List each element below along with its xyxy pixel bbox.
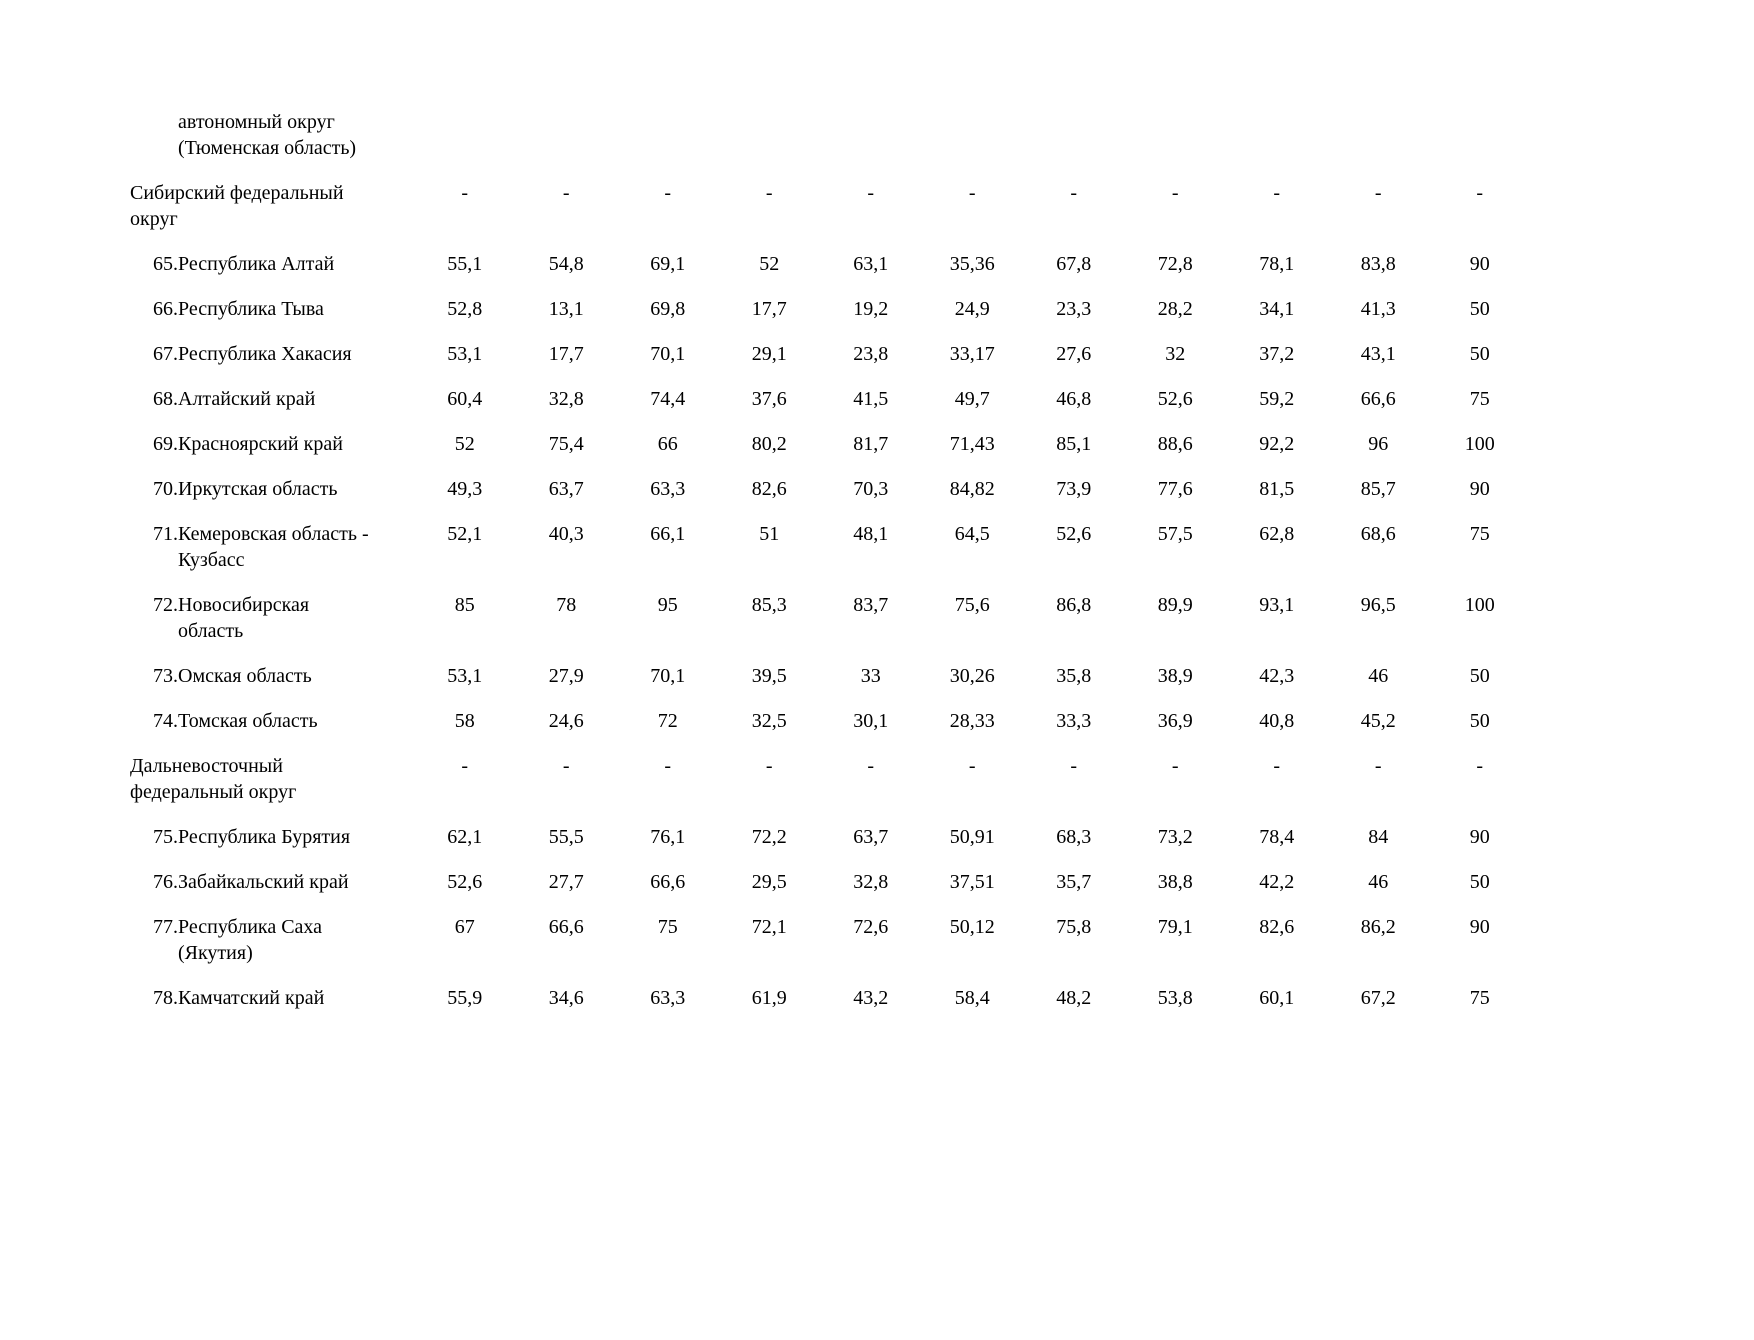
value-cell: 66,6: [650, 871, 686, 893]
table-row: [130, 699, 1531, 744]
value-cell: 55,5: [548, 826, 584, 848]
value-cell: 49,7: [954, 388, 990, 410]
value-cell: 63,7: [853, 826, 889, 848]
value-cell: 24,6: [548, 710, 584, 732]
value-cell: [1328, 100, 1430, 171]
value-cell: 83,8: [1360, 253, 1396, 275]
region-name-cell: Республика Тыва: [178, 298, 324, 320]
value-cell: 62,8: [1259, 523, 1295, 545]
value-cell: [1125, 100, 1227, 171]
value-cell: 45,2: [1360, 710, 1396, 732]
region-name-cell: Омская область: [178, 665, 312, 687]
value-cell: 52,6: [447, 871, 483, 893]
value-cell: 75,6: [954, 594, 990, 616]
value-cell: 33,17: [949, 343, 995, 365]
value-cell: 39,5: [751, 665, 787, 687]
value-cell: 28,2: [1157, 298, 1193, 320]
value-cell: 34,6: [548, 987, 584, 1009]
table-row: [130, 467, 1531, 512]
value-cell: 52,6: [1056, 523, 1092, 545]
region-name-cell: Республика Хакасия: [178, 343, 352, 365]
value-cell: 60,4: [447, 388, 483, 410]
value-cell: 85,7: [1360, 478, 1396, 500]
value-cell: -: [968, 755, 976, 777]
value-cell: -: [765, 755, 773, 777]
row-number-cell: 65.: [153, 253, 178, 275]
value-cell: 53,1: [447, 343, 483, 365]
table-row: [130, 287, 1531, 332]
row-number-cell: 68.: [153, 388, 178, 410]
value-cell: 75: [1469, 523, 1490, 545]
value-cell: 37,6: [751, 388, 787, 410]
value-cell: -: [562, 182, 570, 204]
value-cell: 62,1: [447, 826, 483, 848]
value-cell: 55,1: [447, 253, 483, 275]
region-name-cell: Республика Алтай: [178, 253, 335, 275]
value-cell: 54,8: [548, 253, 584, 275]
value-cell: 40,8: [1259, 710, 1295, 732]
value-cell: 46: [1368, 665, 1389, 687]
value-cell: 78: [556, 594, 577, 616]
value-cell: 88,6: [1157, 433, 1193, 455]
value-cell: 66: [657, 433, 678, 455]
value-cell: 52: [759, 253, 780, 275]
value-cell: 75,8: [1056, 916, 1092, 938]
value-cell: 79,1: [1157, 916, 1193, 938]
value-cell: 50: [1469, 871, 1490, 893]
value-cell: 67,8: [1056, 253, 1092, 275]
value-cell: 72,2: [751, 826, 787, 848]
value-cell: 24,9: [954, 298, 990, 320]
table-row: [130, 242, 1531, 287]
table-row: [130, 654, 1531, 699]
value-cell: 19,2: [853, 298, 889, 320]
value-cell: 70,3: [853, 478, 889, 500]
value-cell: [719, 100, 821, 171]
value-cell: 32,8: [548, 388, 584, 410]
value-cell: -: [562, 755, 570, 777]
value-cell: 69,8: [650, 298, 686, 320]
value-cell: [414, 100, 516, 171]
row-number-cell: 73.: [153, 665, 178, 687]
value-cell: 58: [454, 710, 475, 732]
value-cell: 83,7: [853, 594, 889, 616]
value-cell: 100: [1464, 433, 1495, 455]
value-cell: 49,3: [447, 478, 483, 500]
value-cell: 71,43: [949, 433, 995, 455]
region-name-cell: Новосибирская область: [178, 594, 310, 642]
value-cell: -: [1374, 755, 1382, 777]
row-number-cell: 69.: [153, 433, 178, 455]
table-row: [130, 860, 1531, 905]
value-cell: 32,8: [853, 871, 889, 893]
row-number-cell: 71.: [153, 523, 178, 545]
value-cell: 27,7: [548, 871, 584, 893]
value-cell: 85,1: [1056, 433, 1092, 455]
value-cell: 66,6: [1360, 388, 1396, 410]
value-cell: 50: [1469, 665, 1490, 687]
value-cell: 46,8: [1056, 388, 1092, 410]
value-cell: 59,2: [1259, 388, 1295, 410]
value-cell: 67,2: [1360, 987, 1396, 1009]
value-cell: 27,9: [548, 665, 584, 687]
value-cell: 61,9: [751, 987, 787, 1009]
value-cell: 37,51: [949, 871, 995, 893]
value-cell: 40,3: [548, 523, 584, 545]
value-cell: 35,7: [1056, 871, 1092, 893]
value-cell: 30,1: [853, 710, 889, 732]
region-name-cell: Алтайский край: [178, 388, 316, 410]
value-cell: 69,1: [650, 253, 686, 275]
value-cell: 41,3: [1360, 298, 1396, 320]
value-cell: 72: [657, 710, 678, 732]
value-cell: [617, 100, 719, 171]
value-cell: 96: [1368, 433, 1389, 455]
value-cell: -: [1374, 182, 1382, 204]
table-row: [130, 100, 1531, 171]
table-row: [130, 171, 1531, 242]
value-cell: -: [867, 182, 875, 204]
document-page: [0, 100, 1754, 1340]
table-row: [130, 422, 1531, 467]
value-cell: -: [664, 182, 672, 204]
table-row: [130, 377, 1531, 422]
value-cell: -: [765, 182, 773, 204]
row-number-cell: 78.: [153, 987, 178, 1009]
value-cell: -: [1070, 182, 1078, 204]
value-cell: 86,2: [1360, 916, 1396, 938]
value-cell: 63,1: [853, 253, 889, 275]
value-cell: 52,6: [1157, 388, 1193, 410]
value-cell: 13,1: [548, 298, 584, 320]
value-cell: [1226, 100, 1328, 171]
value-cell: 82,6: [1259, 916, 1295, 938]
value-cell: 93,1: [1259, 594, 1295, 616]
value-cell: 72,6: [853, 916, 889, 938]
region-name-cell: Камчатский край: [178, 987, 325, 1009]
value-cell: 82,6: [751, 478, 787, 500]
value-cell: 51: [759, 523, 780, 545]
value-cell: 58,4: [954, 987, 990, 1009]
row-number-cell: [130, 100, 178, 171]
value-cell: 92,2: [1259, 433, 1295, 455]
value-cell: -: [664, 755, 672, 777]
value-cell: -: [1171, 755, 1179, 777]
value-cell: -: [1070, 755, 1078, 777]
value-cell: 84: [1368, 826, 1389, 848]
value-cell: 84,82: [949, 478, 995, 500]
table-row: [130, 583, 1531, 654]
region-name-cell: автономный округ (Тюменская область): [178, 111, 357, 159]
row-number-cell: 66.: [153, 298, 178, 320]
row-number-cell: 77.: [153, 916, 178, 938]
row-number-cell: 67.: [153, 343, 178, 365]
table-row: [130, 744, 1531, 815]
value-cell: 17,7: [751, 298, 787, 320]
value-cell: 50: [1469, 298, 1490, 320]
value-cell: 100: [1464, 594, 1495, 616]
value-cell: -: [1476, 755, 1484, 777]
value-cell: -: [1476, 182, 1484, 204]
value-cell: 34,1: [1259, 298, 1295, 320]
region-name-cell: Забайкальский край: [178, 871, 349, 893]
table-row: [130, 905, 1531, 976]
value-cell: [1429, 100, 1531, 171]
value-cell: 95: [657, 594, 678, 616]
value-cell: 32: [1165, 343, 1186, 365]
value-cell: 38,8: [1157, 871, 1193, 893]
table-row: [130, 512, 1531, 583]
value-cell: 70,1: [650, 665, 686, 687]
value-cell: 66,6: [548, 916, 584, 938]
value-cell: 23,3: [1056, 298, 1092, 320]
value-cell: 63,3: [650, 987, 686, 1009]
region-name-cell: Иркутская область: [178, 478, 338, 500]
value-cell: 48,2: [1056, 987, 1092, 1009]
value-cell: 46: [1368, 871, 1389, 893]
table-row: [130, 976, 1531, 1021]
value-cell: 63,7: [548, 478, 584, 500]
value-cell: 72,8: [1157, 253, 1193, 275]
value-cell: 73,9: [1056, 478, 1092, 500]
value-cell: 43,1: [1360, 343, 1396, 365]
value-cell: [922, 100, 1024, 171]
value-cell: 72,1: [751, 916, 787, 938]
region-name-cell: Томская область: [178, 710, 318, 732]
value-cell: -: [867, 755, 875, 777]
table-body: [130, 100, 1531, 1021]
value-cell: 57,5: [1157, 523, 1193, 545]
value-cell: 28,33: [949, 710, 995, 732]
value-cell: 81,7: [853, 433, 889, 455]
value-cell: -: [968, 182, 976, 204]
value-cell: 48,1: [853, 523, 889, 545]
value-cell: 77,6: [1157, 478, 1193, 500]
value-cell: 90: [1469, 478, 1490, 500]
row-number-cell: 75.: [153, 826, 178, 848]
value-cell: 66,1: [650, 523, 686, 545]
value-cell: 50: [1469, 343, 1490, 365]
table-row: [130, 332, 1531, 377]
value-cell: 33: [860, 665, 881, 687]
value-cell: 35,8: [1056, 665, 1092, 687]
value-cell: -: [1273, 755, 1281, 777]
value-cell: 52: [454, 433, 475, 455]
value-cell: 53,1: [447, 665, 483, 687]
value-cell: 63,3: [650, 478, 686, 500]
region-name-cell: Республика Бурятия: [178, 826, 351, 848]
value-cell: 33,3: [1056, 710, 1092, 732]
value-cell: 42,3: [1259, 665, 1295, 687]
row-number-cell: 72.: [153, 594, 178, 616]
value-cell: 78,4: [1259, 826, 1295, 848]
value-cell: 60,1: [1259, 987, 1295, 1009]
value-cell: 67: [454, 916, 475, 938]
value-cell: 90: [1469, 253, 1490, 275]
value-cell: 32,5: [751, 710, 787, 732]
value-cell: 23,8: [853, 343, 889, 365]
value-cell: 50,12: [949, 916, 995, 938]
value-cell: 90: [1469, 826, 1490, 848]
value-cell: 70,1: [650, 343, 686, 365]
row-number-cell: 74.: [153, 710, 178, 732]
value-cell: 30,26: [949, 665, 995, 687]
value-cell: 50: [1469, 710, 1490, 732]
value-cell: 75: [657, 916, 678, 938]
row-number-cell: 70.: [153, 478, 178, 500]
value-cell: 85,3: [751, 594, 787, 616]
value-cell: 42,2: [1259, 871, 1295, 893]
value-cell: 55,9: [447, 987, 483, 1009]
region-name-cell: Красноярский край: [178, 433, 343, 455]
value-cell: 29,1: [751, 343, 787, 365]
value-cell: 86,8: [1056, 594, 1092, 616]
value-cell: 27,6: [1056, 343, 1092, 365]
value-cell: -: [1273, 182, 1281, 204]
value-cell: 41,5: [853, 388, 889, 410]
district-name-cell: Сибирский федеральный округ: [130, 182, 344, 230]
value-cell: 75,4: [548, 433, 584, 455]
value-cell: 68,3: [1056, 826, 1092, 848]
district-name-cell: Дальневосточный федеральный округ: [130, 755, 297, 803]
value-cell: -: [1171, 182, 1179, 204]
value-cell: [516, 100, 618, 171]
value-cell: 85: [454, 594, 475, 616]
value-cell: 75: [1469, 388, 1490, 410]
value-cell: 37,2: [1259, 343, 1295, 365]
value-cell: 35,36: [949, 253, 995, 275]
value-cell: 74,4: [650, 388, 686, 410]
value-cell: 80,2: [751, 433, 787, 455]
value-cell: -: [461, 182, 469, 204]
value-cell: 73,2: [1157, 826, 1193, 848]
regions-data-table: [130, 100, 1531, 1021]
value-cell: 52,8: [447, 298, 483, 320]
value-cell: 68,6: [1360, 523, 1396, 545]
value-cell: 78,1: [1259, 253, 1295, 275]
table-row: [130, 815, 1531, 860]
value-cell: 90: [1469, 916, 1490, 938]
value-cell: 50,91: [949, 826, 995, 848]
value-cell: 75: [1469, 987, 1490, 1009]
value-cell: [1023, 100, 1125, 171]
value-cell: 76,1: [650, 826, 686, 848]
value-cell: 52,1: [447, 523, 483, 545]
value-cell: 81,5: [1259, 478, 1295, 500]
value-cell: 89,9: [1157, 594, 1193, 616]
value-cell: -: [461, 755, 469, 777]
value-cell: [820, 100, 922, 171]
value-cell: 64,5: [954, 523, 990, 545]
value-cell: 43,2: [853, 987, 889, 1009]
value-cell: 29,5: [751, 871, 787, 893]
value-cell: 17,7: [548, 343, 584, 365]
value-cell: 53,8: [1157, 987, 1193, 1009]
value-cell: 96,5: [1360, 594, 1396, 616]
value-cell: 36,9: [1157, 710, 1193, 732]
region-name-cell: Кемеровская область - Кузбасс: [178, 523, 369, 571]
row-number-cell: 76.: [153, 871, 178, 893]
value-cell: 38,9: [1157, 665, 1193, 687]
region-name-cell: Республика Саха (Якутия): [178, 916, 323, 964]
